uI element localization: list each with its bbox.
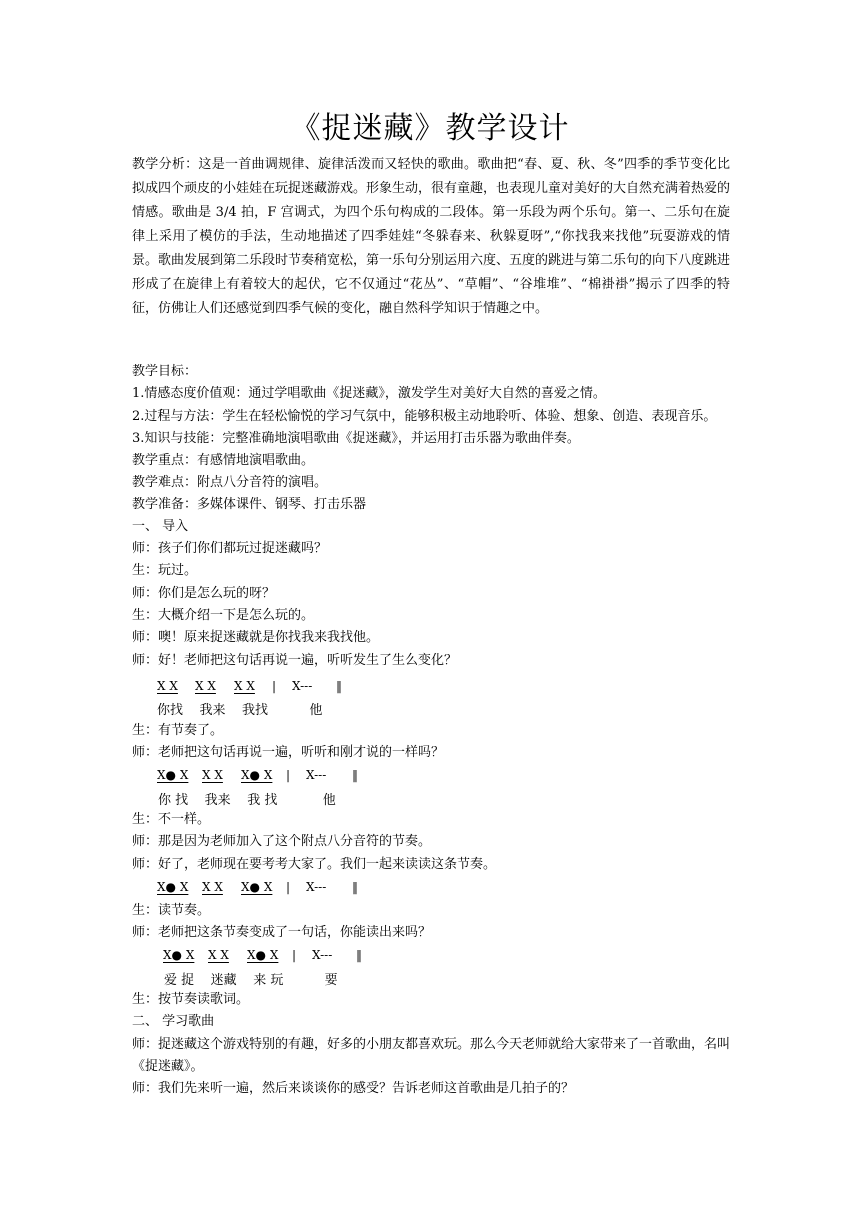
rhythm-lyrics: 爱 捉 迷藏 来 玩 要 <box>164 973 338 988</box>
rhythm-note-group: X X <box>202 768 223 782</box>
rhythm-note-group: X● X <box>157 880 189 894</box>
objective-2: 2.过程与方法：学生在轻松愉悦的学习气氛中，能够积极主动地聆听、体验、想象、创造、表现音乐。 <box>132 409 717 424</box>
rhythm-note-group: X X <box>202 880 223 894</box>
dialogue-line: 师：好！老师把这句话再说一遍，听听发生了生么变化？ <box>132 653 458 668</box>
section-heading-song: 二、 学习歌曲 <box>132 1014 215 1029</box>
rhythm-note-group: X X <box>195 679 216 693</box>
difficult-point: 教学难点：附点八分音符的演唱。 <box>132 475 328 490</box>
bar-line: | <box>292 948 297 962</box>
dialogue-line: 师：好了，老师现在要考考大家了。我们一起来读读这条节奏。 <box>132 857 497 872</box>
dialogue-line: 生：读节奏。 <box>132 903 211 918</box>
objective-3: 3.知识与技能：完整准确地演唱歌曲《捉迷藏》，并运用打击乐器为歌曲伴奏。 <box>132 431 580 446</box>
dialogue-line: 生：不一样。 <box>132 812 211 827</box>
dialogue-line: 师：你们是怎么玩的呀？ <box>132 586 276 601</box>
rhythm-long-note: X--- <box>306 768 327 782</box>
preparation: 教学准备：多媒体课件、钢琴、打击乐器 <box>132 497 367 512</box>
final-bar-line: ‖ <box>352 880 358 894</box>
dialogue-line: 师：老师把这句话再说一遍，听听和刚才说的一样吗？ <box>132 745 445 760</box>
dialogue-line: 师：我们先来听一遍，然后来谈谈你的感受？告诉老师这首歌曲是几拍子的？ <box>132 1081 575 1096</box>
rhythm-note-group: X● X <box>163 948 195 962</box>
rhythm-lyrics: 你 找 我来 我 找 他 <box>158 793 336 808</box>
dialogue-line: 生：有节奏了。 <box>132 723 224 738</box>
rhythm-long-note: X--- <box>292 679 313 693</box>
key-point: 教学重点：有感情地演唱歌曲。 <box>132 453 315 468</box>
section-heading-intro: 一、 导入 <box>132 519 189 534</box>
rhythm-long-note: X--- <box>312 948 333 962</box>
dialogue-line: 生：按节奏读歌词。 <box>132 992 250 1007</box>
rhythm-note-group: X● X <box>157 768 189 782</box>
bar-line: | <box>272 679 277 693</box>
dialogue-line: 生：玩过。 <box>132 563 198 578</box>
dialogue-line: 师：噢！原来捉迷藏就是你找我来我找他。 <box>132 630 380 645</box>
rhythm-long-note: X--- <box>306 880 327 894</box>
rhythm-note-group: X● X <box>241 768 273 782</box>
dialogue-line: 师：老师把这条节奏变成了一句话，你能读出来吗？ <box>132 925 432 940</box>
dialogue-line: 生：大概介绍一下是怎么玩的。 <box>132 608 315 623</box>
rhythm-note-group: X● X <box>247 948 279 962</box>
dialogue-line: 《捉迷藏》。 <box>132 1059 204 1074</box>
rhythm-note-group: X● X <box>241 880 273 894</box>
rhythm-note-group: X X <box>208 948 229 962</box>
rhythm-note-group: X X <box>234 679 255 693</box>
final-bar-line: ‖ <box>352 768 358 782</box>
objective-1: 1.情感态度价值观：通过学唱歌曲《捉迷藏》，激发学生对美好大自然的喜爱之情。 <box>132 386 606 401</box>
teaching-analysis-paragraph: 教学分析：这是一首曲调规律、旋律活泼而又轻快的歌曲。歌曲把“春、夏、秋、冬”四季的季节变化比拟成四个顽皮的小娃娃在玩捉迷藏游戏。形象生动，很有童趣，也表现儿童对美好的大自然充满着热爱的情感。歌曲是 3/4 拍，F 宫调式，为四个乐句构成的二段体。第一乐段为两个乐句。第一、二乐句在旋律上采用了模仿的手法，生动地描述了四季娃娃“冬躲春来、秋躲夏呀”,“你找我来找他”玩耍游戏的情景。歌曲发展到第二乐段时节奏稍宽松，第一乐句分别运用六度、五度的跳进与第二乐句的向下八度跳进形成了在旋律上有着较大的起伏，它不仅通过“花丛”、“草帽”、“谷堆堆”、“棉褂褂”揭示了四季的特征，仿佛让人们还感觉到四季气候的变化，融自然科学知识于情趣之中。 <box>132 157 731 316</box>
document-title: 《捉迷藏》教学设计 <box>290 111 570 146</box>
rhythm-note-group: X X <box>157 679 178 693</box>
bar-line: | <box>286 880 291 894</box>
dialogue-line: 师：那是因为老师加入了这个附点八分音符的节奏。 <box>132 834 432 849</box>
objectives-heading: 教学目标： <box>132 364 198 379</box>
rhythm-lyrics: 你找 我来 我找 他 <box>157 703 323 718</box>
final-bar-line: ‖ <box>356 948 362 962</box>
bar-line: | <box>286 768 291 782</box>
final-bar-line: ‖ <box>336 679 342 693</box>
dialogue-line: 师：捉迷藏这个游戏特别的有趣，好多的小朋友都喜欢玩。那么今天老师就给大家带来了一首歌曲，名叫 <box>132 1037 731 1052</box>
dialogue-line: 师：孩子们你们都玩过捉迷藏吗？ <box>132 541 328 556</box>
